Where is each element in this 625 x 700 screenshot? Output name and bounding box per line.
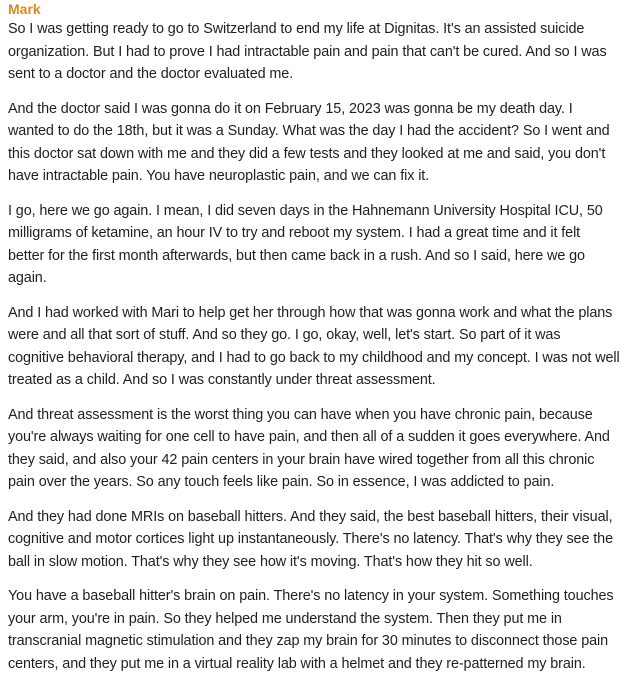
transcript-paragraph: You have a baseball hitter's brain on pain. There's no latency in your system. Something touches your arm, you're in pain. So they helped me understand the system. Then they put me in transcranial magnetic stimulation and they zap my brain for 30 minutes to disconnect those pain centers, and they put me in a virtual reality lab with a helmet and they re-patterned my brain. xyxy=(8,588,614,672)
transcript-paragraph: And the doctor said I was gonna do it on February 15, 2023 was gonna be my death day. I wanted to do the 18th, but it was a Sunday. What was the day I had the accident? So I went and this doctor sat down with me and they did a few tests and they looked at me and said, you don't have intractable pain. You have neuroplastic pain, and we can fix it. xyxy=(8,100,610,184)
transcript-paragraph: So I was getting ready to go to Switzerland to end my life at Dignitas. It's an assisted suicide organization. But I had to prove I had intractable pain and pain that can't be cured. And so I was sent to a doctor and the doctor evaluated me. xyxy=(8,21,607,82)
transcript xyxy=(8,0,620,687)
transcript-paragraph: I go, here we go again. I mean, I did seven days in the Hahnemann University Hospital ICU, 50 milligrams of ketamine, an hour IV to try and reboot my system. I had a great time and it felt better for the first month afterwards, but then came back in a rush. And so I said, here we go again. xyxy=(8,202,603,286)
transcript-paragraph: And threat assessment is the worst thing you can have when you have chronic pain, because you're always waiting for one cell to have pain, and then all of a sudden it goes everywhere. And they said, and also your 42 pain centers in your brain have wired together from all this chronic pain over the years. So any touch feels like pain. So in essence, I was addicted to pain. xyxy=(8,406,610,490)
transcript-paragraph: And I had worked with Mari to help get her through how that was gonna work and what the plans were and all that sort of stuff. And so they go. I go, okay, well, let's start. So part of it was cognitive behavioral therapy, and I had to go back to my childhood and my concept. I was not well treated as a child. And so I was constantly under threat assessment. xyxy=(8,304,620,388)
transcript-paragraph: And they had done MRIs on baseball hitters. And they said, the best baseball hitters, their visual, cognitive and motor cortices light up instantaneously. There's no latency. That's why they see the ball in slow motion. That's why they see how it's moving. That's how they hit so well. xyxy=(8,508,613,570)
speaker-name: Mark xyxy=(8,1,41,17)
